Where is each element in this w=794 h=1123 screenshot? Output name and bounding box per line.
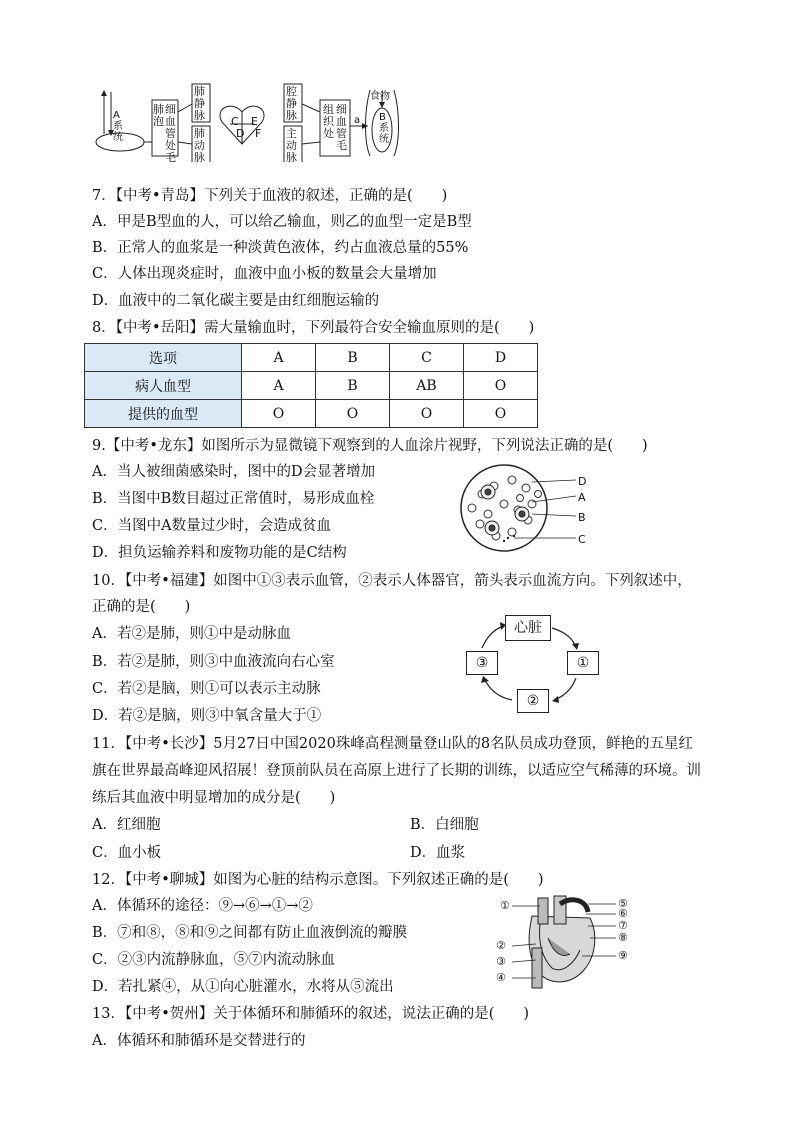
heart-label-6: ⑥ [618,907,628,920]
table-cell: B [316,344,390,372]
q12-option-c: C．②③内流静脉血，⑤⑦内流动脉血 [92,952,336,968]
smear-label-b: B [578,511,586,524]
heart-label-9: ⑨ [618,949,628,962]
q9-option-d: D．担负运输养料和废物功能的是C结构 [92,545,347,561]
q12-stem: 12．【中考•聊城】如图为心脏的结构示意图。下列叙述正确的是( ) [92,872,544,888]
box-aorta: 主动脉 [286,127,297,164]
box-pulmonary-vein: 肺静脉 [194,85,205,122]
q12-option-b: B．⑦和⑧，⑧和⑨之间都有防止血液倒流的瓣膜 [92,925,408,941]
heart-structure-figure [492,894,632,990]
heart-letter-d: D [236,127,245,140]
table-row [85,400,538,428]
table-cell: A [242,344,316,372]
q11-stem-line2: 旗在世界最高峰迎风招展！登顶前队员在高原上进行了长期的训练，以适应空气稀薄的环境。训 [92,763,701,779]
box-tissue-capillary: 细血 管 毛 [336,103,347,152]
heart-label-5: ⑤ [618,897,628,910]
table-cell: 提供的血型 [85,400,242,428]
q10-option-c: C．若②是脑，则①可以表示主动脉 [92,681,321,697]
heart-label-3: ③ [496,955,506,968]
q8-stem: 8．【中考•岳阳】需大量输血时，下列最符合安全输血原则的是( ) [92,320,535,336]
q13-stem: 13．【中考•贺州】关于体循环和肺循环的叙述，说法正确的是( ) [92,1006,530,1022]
table-row [85,372,538,400]
q9-stem: 9.【中考•龙东】如图所示为显微镜下观察到的人血涂片视野，下列说法正确的是( ) [92,438,648,454]
q10-option-b: B．若②是肺，则③中血液流向右心室 [92,654,335,670]
heart-label-1: ① [500,899,510,912]
a-system-label: A 系 统 [113,110,123,143]
b-system-label: B 系 统 [379,112,389,145]
table-cell: D [464,344,538,372]
q10-option-a: A．若②是肺，则①中是动脉血 [92,626,291,642]
node-3-box: ③ [466,651,498,675]
q11-option-c: C．血小板 [92,845,162,861]
smear-label-a: A [578,491,586,504]
q11-option-a: A．红细胞 [92,817,161,833]
heart-letter-e: E [251,115,258,128]
q12-option-d: D．若扎紧④，从①向心脏灌水，水将从⑤流出 [92,979,394,995]
q9-option-b: B．当图中B数目超过正常值时，易形成血栓 [92,491,375,507]
box-alveoli: 肺泡 [153,103,164,128]
heart-letter-f: F [255,127,262,140]
table-cell: A [242,372,316,400]
smear-label-d: D [578,475,587,488]
q10-stem-line2: 正确的是( ) [92,599,191,615]
smear-label-c: C [578,533,586,546]
table-cell: C [390,344,464,372]
heart-label-8: ⑧ [618,931,628,944]
arrow-a-label: a [354,115,361,126]
table-cell: B [316,372,390,400]
blood-type-table [84,343,538,428]
table-cell: 病人血型 [85,372,242,400]
q11-stem-line1: 11．【中考•长沙】5月27日中国2020珠峰高程测量登山队的8名队员成功登顶，鲜艳的五星红 [92,736,694,752]
blood-smear-figure [458,462,598,558]
q7-option-d: D．血液中的二氧化碳主要是由红细胞运输的 [92,293,380,309]
heart-label-7: ⑦ [618,919,628,932]
node-1-box: ① [567,651,599,675]
q13-option-a: A．体循环和肺循环是交替进行的 [92,1033,306,1049]
box-tissue: 组织 处 [323,103,334,140]
q7-stem: 7．【中考•青岛】下列关于血液的叙述，正确的是( ) [92,188,448,204]
q10-stem-line1: 10．【中考•福建】如图中①③表示血管，②表示人体器官，箭头表示血流方向。下列叙述中， [92,573,692,589]
q7-option-a: A．甲是B型血的人，可以给乙输血，则乙的血型一定是B型 [92,214,472,230]
box-pulmonary-artery: 肺动脉 [194,127,205,164]
heart-label-2: ② [496,939,506,952]
q11-option-d: D．血浆 [410,845,466,861]
q11-stem-line3: 练后其血液中明显增加的成分是( ) [92,790,336,806]
table-row [85,344,538,372]
q9-option-c: C．当图中A数量过少时，会造成贫血 [92,518,332,534]
box-vena-cava: 腔静脉 [286,85,297,122]
q7-option-c: C．人体出现炎症时，血液中血小板的数量会大量增加 [92,266,437,282]
heart-box: 心脏 [505,615,551,641]
q12-option-a: A．体循环的途径：⑨→⑥→①→② [92,898,313,914]
box-lung-capillary: 细血 管处 毛 [165,103,176,164]
node-2-box: ② [517,689,549,713]
table-cell: O [242,400,316,428]
table-cell: O [390,400,464,428]
table-cell: AB [390,372,464,400]
food-label: 食物 [370,91,390,102]
q7-option-b: B．正常人的血浆是一种淡黄色液体，约占血液总量的55% [92,240,469,256]
table-cell: 选项 [85,344,242,372]
heart-letter-c: C [231,115,239,128]
table-cell: O [464,400,538,428]
q11-option-b: B．白细胞 [410,817,479,833]
heart-label-4: ④ [496,971,506,984]
table-cell: O [464,372,538,400]
q10-option-d: D．若②是脑，则③中氧含量大于① [92,708,322,724]
q9-option-a: A．当人被细菌感染时，图中的D会显著增加 [92,464,376,480]
table-cell: O [316,400,390,428]
